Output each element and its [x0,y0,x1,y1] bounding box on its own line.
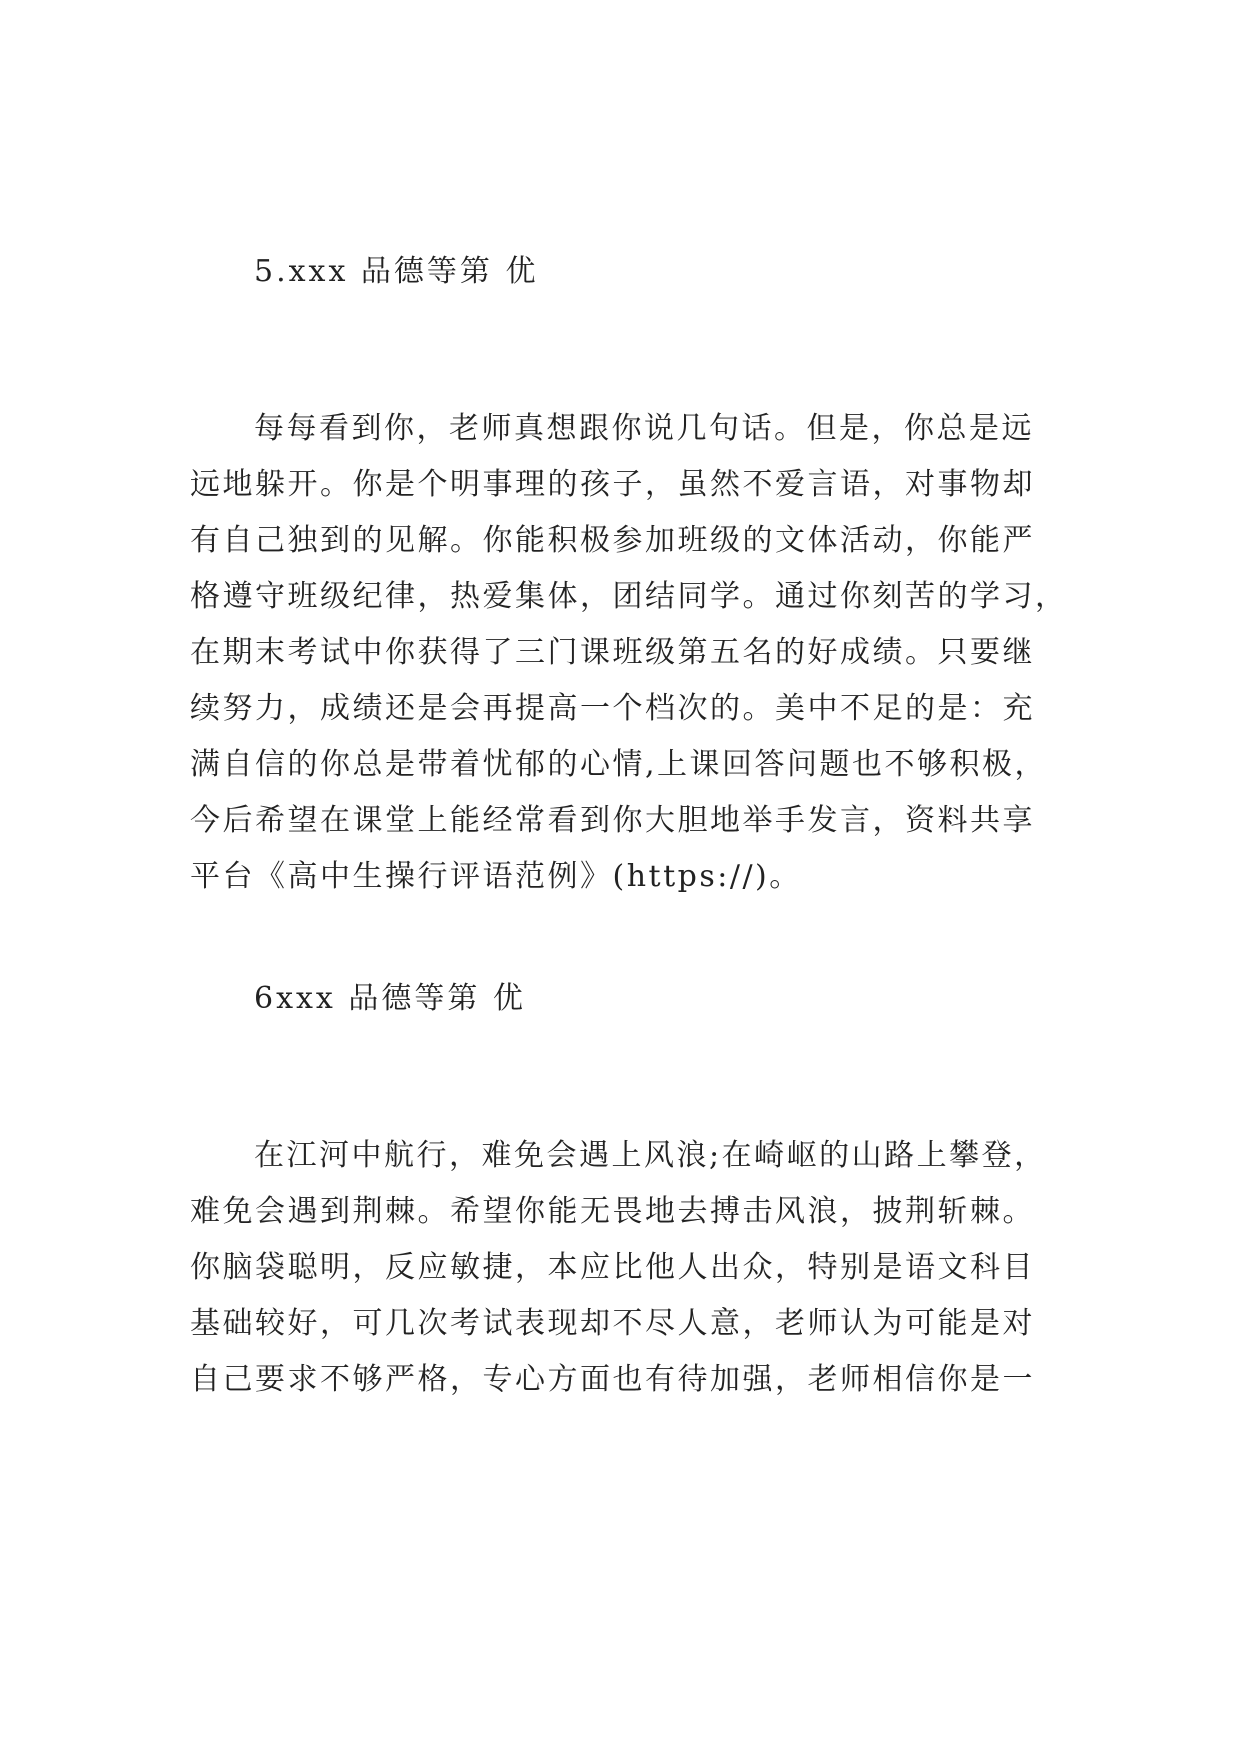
paragraph-line: 难免会遇到荆棘。希望你能无畏地去搏击风浪，披荆斩棘。 [190,1194,1035,1229]
paragraph-line: 基础较好，可几次考试表现却不尽人意，老师认为可能是对 [190,1306,1035,1341]
paragraph-line: 满自信的你总是带着忧郁的心情,上课回答问题也不够积极， [190,747,1048,782]
paragraph-line: 续努力，成绩还是会再提高一个档次的。美中不足的是：充 [190,691,1035,726]
paragraph-line: 你脑袋聪明，反应敏捷，本应比他人出众，特别是语文科目 [190,1250,1035,1285]
paragraph-line: 在江河中航行，难免会遇上风浪;在崎岖的山路上攀登， [254,1138,1047,1173]
paragraph-line: 格遵守班级纪律，热爱集体，团结同学。通过你刻苦的学习， [190,579,1068,614]
comment-paragraph-6 [190,1128,1070,1408]
paragraph-line: 每每看到你，老师真想跟你说几句话。但是，你总是远 [254,411,1034,446]
paragraph-line: 远地躲开。你是个明事理的孩子，虽然不爱言语，对事物却 [190,467,1035,502]
paragraph-line: 今后希望在课堂上能经常看到你大胆地举手发言，资料共享 [190,803,1035,838]
comment-paragraph-5 [190,401,1070,905]
paragraph-line: 平台《高中生操行评语范例》(https://)。 [190,859,802,894]
paragraph-line: 自己要求不够严格，专心方面也有待加强，老师相信你是一 [190,1362,1035,1397]
paragraph-line: 有自己独到的见解。你能积极参加班级的文体活动，你能严 [190,523,1035,558]
section-heading-5: 5.xxx 品德等第 优 [254,254,539,289]
section-heading-6: 6xxx 品德等第 优 [254,981,526,1016]
paragraph-line: 在期末考试中你获得了三门课班级第五名的好成绩。只要继 [190,635,1035,670]
